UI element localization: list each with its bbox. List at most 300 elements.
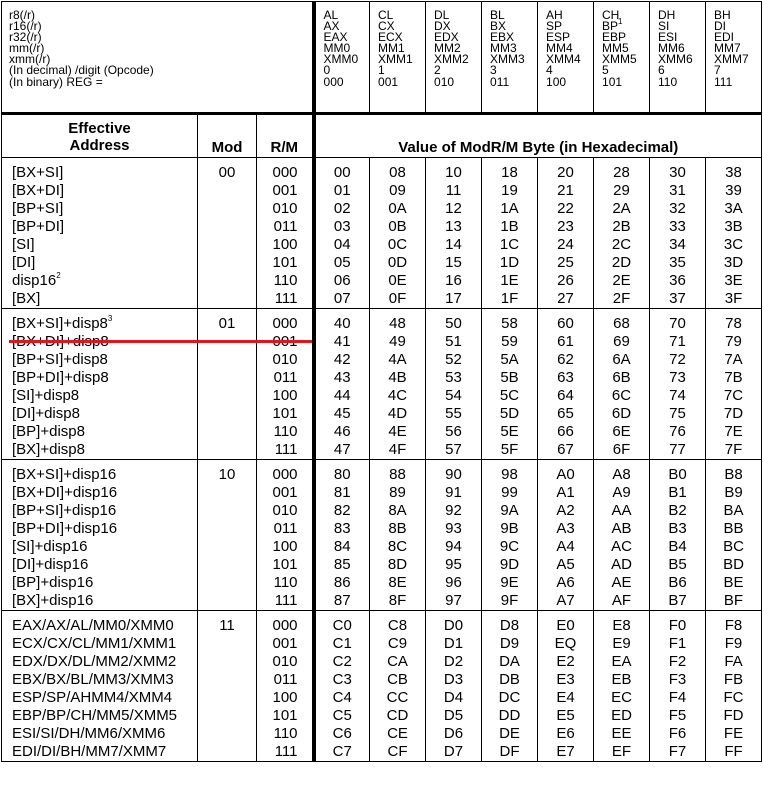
- modrm-byte: 98: [501, 466, 518, 483]
- modrm-byte: 95: [445, 556, 462, 573]
- modrm-byte: DE: [499, 725, 520, 742]
- modrm-byte: AA: [611, 502, 632, 519]
- modrm-byte: F6: [668, 725, 687, 742]
- reg-label-text: EBP: [602, 30, 627, 45]
- modrm-byte: FE: [723, 725, 744, 742]
- effective-address: [12, 164, 197, 182]
- modrm-byte: D6: [443, 725, 464, 742]
- legend-line: r8(/r): [9, 8, 35, 22]
- modrm-byte: 58: [501, 315, 518, 332]
- modrm-byte: 93: [445, 520, 462, 537]
- reg-label-text: DI: [714, 19, 727, 34]
- modrm-byte: 86: [333, 574, 351, 591]
- modrm-byte: 73: [669, 369, 686, 386]
- modrm-byte: 28: [613, 164, 630, 181]
- legend-line: mm(/r): [9, 41, 45, 56]
- reg-label: [490, 74, 537, 89]
- modrm-byte: 0F: [388, 290, 407, 307]
- modrm-byte: 44: [333, 387, 351, 404]
- modrm-byte: B3: [668, 520, 687, 537]
- effective-address: [12, 707, 197, 725]
- rm-value: 111: [274, 743, 298, 760]
- modrm-byte: 01: [333, 182, 351, 199]
- modrm-byte: 62: [557, 351, 574, 368]
- effective-address-text: ECX/CX/CL/MM1/XMM1: [12, 635, 177, 652]
- modrm-byte: E2: [556, 653, 575, 670]
- mod-cell: [198, 460, 257, 611]
- effective-address-text: EDI/DI/BH/MM7/XMM7: [12, 743, 167, 760]
- modrm-byte: 2E: [612, 272, 631, 289]
- effective-address: [12, 484, 197, 502]
- modrm-byte: 1D: [499, 254, 520, 271]
- modrm-byte: 48: [389, 315, 406, 332]
- modrm-byte: C2: [332, 653, 352, 670]
- modrm-value-column: [370, 158, 426, 309]
- effective-address-text: [BP+SI]+disp16: [12, 502, 117, 519]
- modrm-byte: 78: [725, 315, 742, 332]
- effective-address: [12, 441, 197, 459]
- modrm-byte: 6C: [611, 387, 632, 404]
- rm-value: 000: [272, 164, 298, 181]
- modrm-byte: E3: [556, 671, 575, 688]
- modrm-byte: E4: [556, 689, 575, 706]
- modrm-byte: 50: [445, 315, 462, 332]
- reg-label: [378, 54, 425, 65]
- modrm-byte: DD: [498, 707, 521, 724]
- modrm-byte: 0B: [388, 218, 407, 235]
- rm-value: 011: [273, 369, 298, 386]
- modrm-byte: BF: [723, 592, 744, 609]
- reg-label: [434, 54, 481, 65]
- modrm-byte: 4A: [388, 351, 407, 368]
- effective-address-text: EAX/AX/AL/MM0/XMM0: [12, 617, 174, 634]
- modrm-byte: 59: [501, 333, 518, 350]
- modrm-byte: 26: [557, 272, 574, 289]
- modrm-byte: 46: [333, 423, 351, 440]
- modrm-byte: 9A: [500, 502, 519, 519]
- modrm-byte: 3B: [724, 218, 743, 235]
- reg-label-text: 7: [714, 63, 721, 78]
- modrm-byte: 13: [445, 218, 462, 235]
- modrm-byte: 1E: [500, 272, 519, 289]
- rm-value: 101: [272, 405, 298, 422]
- reg-label-text: EDX: [434, 30, 459, 45]
- modrm-byte: 97: [445, 592, 462, 609]
- effective-address: [12, 592, 197, 610]
- modrm-byte: 8D: [387, 556, 408, 573]
- effective-address: [12, 236, 197, 254]
- rm-value: 001: [272, 484, 298, 501]
- modrm-byte: 56: [445, 423, 462, 440]
- modrm-byte: 8F: [388, 592, 407, 609]
- effective-address-text: [DI]: [12, 254, 36, 271]
- modrm-value-column: [650, 309, 706, 460]
- rm-value: 100: [272, 689, 298, 706]
- modrm-byte: E6: [556, 725, 575, 742]
- mod-group-10: [2, 460, 762, 611]
- mod-cell: [198, 309, 257, 460]
- modrm-byte: 4E: [388, 423, 407, 440]
- reg-column-6: [650, 2, 706, 114]
- modrm-value-column: [706, 460, 762, 611]
- reg-label-text: DH: [658, 8, 676, 22]
- reg-label-text: 111: [714, 74, 733, 89]
- modrm-byte: A4: [556, 538, 575, 555]
- reg-label-text: XMM4: [546, 52, 581, 67]
- legend-line: (In binary) REG =: [9, 74, 103, 89]
- modrm-byte: 24: [557, 236, 574, 253]
- modrm-byte: CE: [387, 725, 408, 742]
- reg-label-text: 5: [602, 63, 609, 78]
- table-body: [2, 2, 762, 762]
- modrm-byte: B9: [724, 484, 743, 501]
- modrm-byte: 39: [725, 182, 742, 199]
- effective-address: [12, 502, 197, 520]
- reg-label-text: 100: [546, 74, 567, 89]
- effective-address: [12, 423, 197, 441]
- modrm-byte: 1C: [499, 236, 520, 253]
- modrm-byte: 10: [445, 164, 462, 181]
- rm-value: 001: [272, 182, 298, 199]
- mod-value: 01: [218, 315, 236, 332]
- modrm-byte: F9: [724, 635, 743, 652]
- modrm-byte: B5: [668, 556, 687, 573]
- modrm-value-column: [370, 460, 426, 611]
- modrm-byte: 72: [669, 351, 686, 368]
- modrm-value-column: [706, 611, 762, 762]
- modrm-byte: 05: [333, 254, 351, 271]
- modrm-byte: AB: [611, 520, 632, 537]
- modrm-value-column: [594, 460, 650, 611]
- effective-address-text: [BP+SI]+disp8: [12, 351, 108, 368]
- modrm-byte: C1: [332, 635, 352, 652]
- modrm-byte: 20: [557, 164, 574, 181]
- reg-label: [714, 74, 761, 89]
- reg-label-text: BP: [602, 19, 619, 34]
- modrm-byte: 85: [333, 556, 351, 573]
- reg-label-text: AX: [323, 19, 340, 34]
- mod-value: 00: [218, 164, 236, 181]
- modrm-byte: C9: [387, 635, 408, 652]
- modrm-byte: C5: [332, 707, 352, 724]
- value-header: Value of ModR/M Byte (in Hexadecimal): [314, 114, 762, 158]
- reg-label-text: 1: [378, 63, 385, 78]
- effective-address: [12, 617, 197, 635]
- modrm-byte: 29: [613, 182, 630, 199]
- modrm-byte: 4D: [387, 405, 408, 422]
- modrm-byte: 57: [445, 441, 462, 458]
- modrm-byte: 17: [445, 290, 462, 307]
- modrm-byte: F5: [668, 707, 687, 724]
- modrm-byte: 40: [333, 315, 351, 332]
- modrm-byte: EB: [611, 671, 632, 688]
- modrm-byte: 7D: [723, 405, 744, 422]
- modrm-byte: 80: [333, 466, 351, 483]
- reg-label-text: SP: [546, 19, 563, 34]
- modrm-byte: DF: [499, 743, 520, 760]
- modrm-byte: E8: [612, 617, 631, 634]
- modrm-byte: C4: [332, 689, 352, 706]
- modrm-byte: 0A: [388, 200, 407, 217]
- reg-label-text: CX: [378, 19, 395, 34]
- effective-address: [12, 635, 197, 653]
- rm-value: 101: [272, 707, 298, 724]
- effective-address-text: EDX/DX/DL/MM2/XMM2: [12, 653, 177, 670]
- modrm-value-column: [594, 611, 650, 762]
- modrm-value-column: [426, 158, 482, 309]
- modrm-byte: E9: [612, 635, 631, 652]
- modrm-byte: F3: [668, 671, 687, 688]
- modrm-byte: 1F: [500, 290, 519, 307]
- modrm-value-column: [314, 460, 370, 611]
- modrm-byte: 3D: [723, 254, 744, 271]
- header-text: Effective: [68, 120, 131, 137]
- modrm-byte: 5C: [499, 387, 520, 404]
- reg-label-text: MM2: [434, 41, 461, 56]
- rm-value: 000: [272, 617, 298, 634]
- modrm-byte: 34: [669, 236, 686, 253]
- modrm-byte: 2A: [612, 200, 631, 217]
- effective-address-cell: [2, 460, 198, 611]
- reg-label: [546, 54, 593, 65]
- effective-address-text: EBX/BX/BL/MM3/XMM3: [12, 671, 174, 688]
- modrm-byte: 45: [333, 405, 351, 422]
- modrm-byte: BE: [723, 574, 744, 591]
- modrm-byte: 41: [333, 333, 351, 350]
- modrm-byte: EF: [611, 743, 632, 760]
- effective-address-text: [BP+SI]: [12, 200, 64, 217]
- reg-label-text: 010: [434, 74, 455, 89]
- modrm-byte: F8: [724, 617, 743, 634]
- effective-address: [12, 315, 197, 333]
- modrm-byte: B0: [668, 466, 687, 483]
- modrm-byte: 7F: [724, 441, 743, 458]
- modrm-byte: 11: [445, 182, 462, 199]
- modrm-byte: 5D: [499, 405, 520, 422]
- rm-value: 010: [272, 653, 298, 670]
- modrm-byte: 2B: [612, 218, 631, 235]
- modrm-value-column: [314, 611, 370, 762]
- modrm-byte: 47: [333, 441, 351, 458]
- reg-label: [602, 54, 649, 65]
- rm-value: 101: [272, 254, 298, 271]
- modrm-value-column: [538, 611, 594, 762]
- modrm-byte: D3: [443, 671, 464, 688]
- modrm-byte: 8C: [387, 538, 408, 555]
- reg-label: [546, 74, 593, 89]
- reg-column-7: [706, 2, 762, 114]
- modrm-byte: 0E: [388, 272, 407, 289]
- modrm-byte: B7: [668, 592, 687, 609]
- modrm-byte: FC: [723, 689, 744, 706]
- modrm-byte: A6: [556, 574, 575, 591]
- modrm-byte: 06: [333, 272, 351, 289]
- effective-address-text: [BP]+disp16: [12, 574, 94, 591]
- modrm-value-column: [426, 460, 482, 611]
- modrm-byte: 70: [669, 315, 686, 332]
- effective-address: [12, 200, 197, 218]
- modrm-byte: 3A: [724, 200, 743, 217]
- reg-header-row: [2, 2, 762, 114]
- modrm-byte: 77: [669, 441, 686, 458]
- modrm-byte: 21: [557, 182, 574, 199]
- effective-address-text: [BX+SI]+disp8: [12, 315, 108, 332]
- effective-address: [12, 653, 197, 671]
- rm-value: 010: [272, 200, 298, 217]
- modrm-byte: 74: [669, 387, 686, 404]
- rm-value: 110: [273, 272, 298, 289]
- modrm-byte: 52: [445, 351, 462, 368]
- modrm-byte: A7: [556, 592, 575, 609]
- modrm-value-column: [426, 309, 482, 460]
- modrm-value-column: [706, 158, 762, 309]
- modrm-value-column: [426, 611, 482, 762]
- mod-cell: [198, 611, 257, 762]
- modrm-byte: B1: [668, 484, 687, 501]
- reg-label-text: AL: [323, 8, 339, 22]
- modrm-byte: 6D: [611, 405, 632, 422]
- modrm-byte: D8: [499, 617, 520, 634]
- modrm-byte: F2: [668, 653, 687, 670]
- reg-label-text: MM1: [378, 41, 405, 56]
- modrm-byte: F7: [668, 743, 687, 760]
- modrm-value-column: [594, 309, 650, 460]
- reg-legend: [2, 2, 314, 114]
- reg-label-text: BL: [490, 8, 505, 22]
- modrm-byte: 9C: [499, 538, 520, 555]
- mod-cell: [198, 158, 257, 309]
- modrm-value-column: [482, 309, 538, 460]
- reg-label-text: EAX: [323, 30, 348, 45]
- effective-address-text: [BP+DI]+disp8: [12, 369, 109, 386]
- modrm-byte: 82: [333, 502, 351, 519]
- effective-address: [12, 369, 197, 387]
- reg-label-text: 000: [323, 74, 344, 89]
- rm-value: 100: [272, 387, 298, 404]
- rm-value: 011: [273, 671, 298, 688]
- modrm-byte: 87: [333, 592, 351, 609]
- rm-value: 011: [273, 520, 298, 537]
- mod-value: 11: [219, 617, 235, 634]
- modrm-byte: 2C: [611, 236, 632, 253]
- modrm-byte: 5E: [500, 423, 519, 440]
- modrm-byte: 25: [557, 254, 574, 271]
- rm-value: 110: [273, 423, 298, 440]
- rm-value: 100: [272, 538, 298, 555]
- modrm-byte: 76: [669, 423, 686, 440]
- effective-address: [12, 182, 197, 200]
- modrm-byte: 54: [445, 387, 462, 404]
- modrm-byte: 94: [445, 538, 462, 555]
- effective-address: [12, 725, 197, 743]
- modrm-byte: CD: [386, 707, 409, 724]
- modrm-byte: 23: [557, 218, 574, 235]
- effective-address-text: [BX+DI]+disp16: [12, 484, 118, 501]
- modrm-byte: DC: [498, 689, 521, 706]
- modrm-byte: 3F: [724, 290, 743, 307]
- modrm-byte: 9E: [500, 574, 519, 591]
- modrm-byte: 68: [613, 315, 630, 332]
- reg-label-text: MM3: [490, 41, 517, 56]
- modrm-value-column: [650, 158, 706, 309]
- reg-label-text: MM5: [602, 41, 629, 56]
- legend-line: (In decimal) /digit (Opcode): [9, 63, 154, 78]
- modrm-byte: CB: [387, 671, 408, 688]
- modrm-byte: C0: [332, 617, 352, 634]
- modrm-byte: BA: [723, 502, 744, 519]
- modrm-byte: 42: [333, 351, 351, 368]
- modrm-byte: 08: [389, 164, 406, 181]
- modrm-byte: 15: [445, 254, 462, 271]
- effective-address: [12, 218, 197, 236]
- effective-address: [12, 556, 197, 574]
- effective-address-text: [BP]+disp8: [12, 423, 85, 440]
- effective-address: [12, 387, 197, 405]
- modrm-byte: E0: [556, 617, 575, 634]
- reg-column-3: [482, 2, 538, 114]
- mod-group-11: [2, 611, 762, 762]
- modrm-byte: 00: [333, 164, 351, 181]
- modrm-byte: 30: [669, 164, 686, 181]
- rm-value: 111: [274, 290, 298, 307]
- modrm-byte: 07: [333, 290, 351, 307]
- legend-line: xmm(/r): [9, 52, 51, 67]
- modrm-byte: FA: [724, 653, 743, 670]
- reg-label-text: XMM5: [602, 52, 637, 67]
- reg-column-2: [426, 2, 482, 114]
- reg-label-text: 6: [658, 63, 665, 78]
- modrm-value-column: [538, 158, 594, 309]
- modrm-byte: EC: [611, 689, 632, 706]
- modrm-byte: CA: [387, 653, 408, 670]
- effective-address-cell: [2, 158, 198, 309]
- modrm-byte: B4: [668, 538, 687, 555]
- modrm-byte: D1: [443, 635, 464, 652]
- modrm-byte: 3E: [724, 272, 743, 289]
- reg-column-1: [370, 2, 426, 114]
- modrm-byte: B2: [668, 502, 687, 519]
- modrm-byte: 27: [557, 290, 574, 307]
- rm-value: 110: [273, 725, 298, 742]
- modrm-byte: C8: [387, 617, 408, 634]
- modrm-byte: DA: [499, 653, 520, 670]
- modrm-byte: 4F: [388, 441, 407, 458]
- reg-label-text: ECX: [378, 30, 403, 45]
- modrm-value-column: [370, 611, 426, 762]
- modrm-value-column: [482, 611, 538, 762]
- modrm-byte: 43: [333, 369, 351, 386]
- modrm-value-column: [314, 158, 370, 309]
- modrm-byte: A1: [556, 484, 575, 501]
- reg-label-text: MM4: [546, 41, 573, 56]
- effective-address: [12, 574, 197, 592]
- modrm-byte: 79: [725, 333, 742, 350]
- modrm-byte: 37: [669, 290, 686, 307]
- effective-address-text: [DI]+disp8: [12, 405, 80, 422]
- highlight-underline: [9, 340, 312, 343]
- effective-address: [12, 405, 197, 423]
- reg-label-text: 001: [378, 74, 399, 89]
- rm-value: 011: [273, 218, 298, 235]
- mod-group-00: [2, 158, 762, 309]
- modrm-byte: 8A: [388, 502, 407, 519]
- effective-address-header: [2, 114, 198, 158]
- rm-value: 100: [272, 236, 298, 253]
- modrm-byte: 66: [557, 423, 574, 440]
- modrm-byte: 33: [669, 218, 686, 235]
- effective-address-text: [DI]+disp16: [12, 556, 89, 573]
- reg-label: [434, 74, 481, 89]
